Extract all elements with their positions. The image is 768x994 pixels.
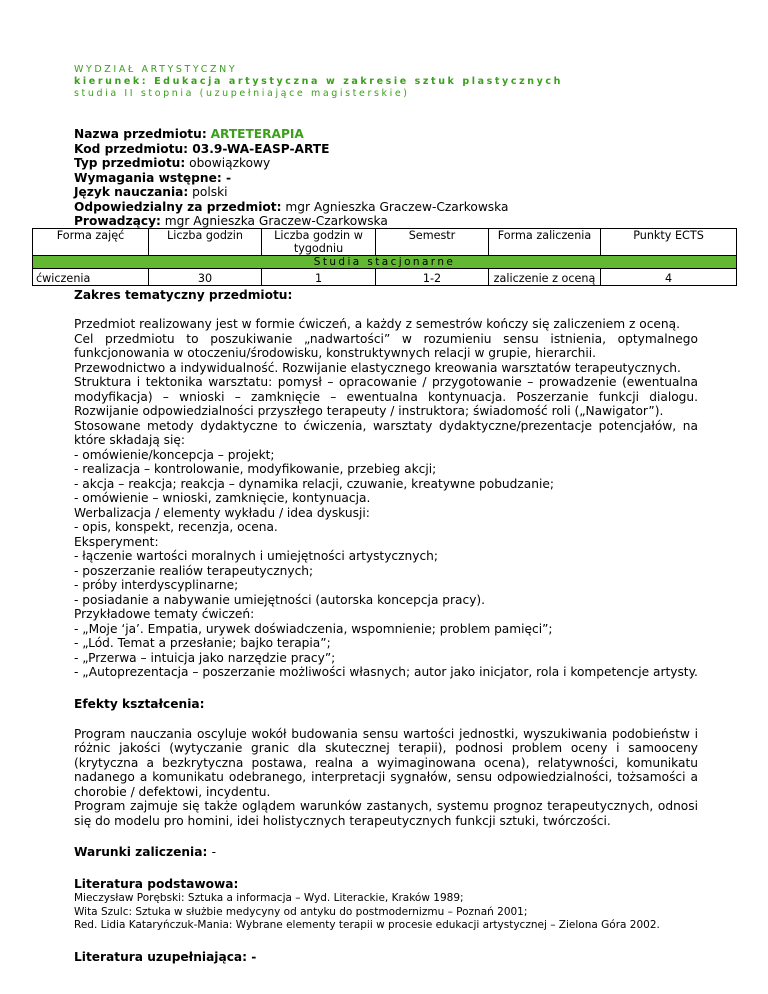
requirements: Wymagania wstępne: - — [74, 170, 232, 185]
scope-text — [74, 317, 698, 680]
lead-value: mgr Agnieszka Graczew-Czarkowska — [164, 214, 388, 228]
course-table — [32, 228, 737, 286]
responsible-label: Odpowiedzialny za przedmiot: — [74, 199, 282, 214]
scope-line: - omówienie/koncepcja – projekt; — [74, 447, 275, 462]
scope-line: - „Autoprezentacja – poszerzanie możliwości własnych; autor jako inicjator, rola i kompetencje artysty. — [74, 665, 698, 679]
scope-title: Zakres tematyczny przedmiotu: — [74, 288, 293, 302]
header-cell: Punkty ECTS — [601, 229, 737, 256]
document-page — [74, 64, 698, 229]
name-label: Nazwa przedmiotu: — [74, 127, 207, 141]
course-name: ARTETERAPIA — [210, 127, 304, 141]
scope-line: - łączenie wartości moralnych i umiejętności artystycznych; — [74, 549, 438, 563]
row-cell: 1 — [262, 269, 376, 286]
scope-line: Werbalizacja / elementy wykładu / idea dyskusji: — [74, 505, 370, 520]
course-meta — [74, 127, 698, 229]
row-cell: zaliczenie z oceną — [489, 269, 601, 286]
lead-label: Prowadzący: — [74, 214, 161, 228]
conditions-value: - — [211, 845, 216, 859]
header-cell: Forma zaliczenia — [489, 229, 601, 256]
scope-line: Stosowane metody dydaktyczne to ćwiczenia, warsztaty dydaktyczne/prezentacje potencjałów, na które składają się: — [74, 418, 698, 447]
scope-line: Struktura i tektonika warsztatu: pomysł – opracowanie / przygotowanie – prowadzenie (ewentualna modyfikacja) – wnioski – zamknięcie – ewentualna kontynuacja. Poszerzanie funkcji dialogu. Rozwijanie odpowiedzialności przyszłego terapeuty / instruktora; świadomość roli („Nawigator”). — [74, 375, 698, 418]
effects-title: Efekty kształcenia: — [74, 696, 205, 711]
header-cell: Liczba godzin — [149, 229, 262, 256]
faculty-heading: WYDZIAŁ ARTYSTYCZNY — [74, 64, 238, 75]
language-label: Język nauczania: — [74, 185, 189, 199]
scope-line: Cel przedmiotu to poszukiwanie „nadwartości” w rozumieniu sensu istnienia, optymalnego funkcjonowania w otoczeniu/środowisku, konstruktywnych relacji w grupie, hierarchii. — [74, 331, 698, 360]
conditions — [74, 845, 698, 860]
scope-line: - „Moje ‘ja’. Empatia, urywek doświadczenia, wspomnienie; problem pamięci”; — [74, 621, 553, 636]
scope-line: Przewodnictwo a indywidualność. Rozwijanie elastycznego kreowania warsztatów terapeutycznych. — [74, 360, 681, 375]
type-label: Typ przedmiotu: — [74, 156, 186, 170]
table-header-row — [33, 229, 737, 256]
course-code: Kod przedmiotu: 03.9-WA-EASP-ARTE — [74, 141, 330, 156]
table-row — [33, 269, 737, 286]
scope-line: - poszerzanie realiów terapeutycznych; — [74, 563, 314, 578]
row-cell: ćwiczenia — [33, 269, 149, 286]
scope-line: Przedmiot realizowany jest w formie ćwiczeń, a każdy z semestrów kończy się zaliczeniem z oceną. — [74, 317, 680, 331]
header-cell: Forma zajęć — [33, 229, 149, 256]
scope-line: - „Lód. Temat a przesłanie; bajko terapia”; — [74, 636, 331, 650]
literature-title: Literatura podstawowa: — [74, 877, 239, 891]
conditions-label: Warunki zaliczenia: — [74, 845, 208, 859]
type-value: obowiązkowy — [189, 156, 271, 170]
responsible-value: mgr Agnieszka Graczew-Czarkowska — [285, 199, 509, 214]
scope-line: - próby interdyscyplinarne; — [74, 578, 239, 592]
effects-line: Program nauczania oscyluje wokół budowania sensu wartości jednostki, wyszukiwania podobieństw i różnic jakości (wytyczanie granic dla skutecznej terapii), podnosi problem oceny i samooceny (krytyczna a bezkrytyczna postawa, realna a wyimaginowana ocena), relatywności, komunikatu nadanego a komunikatu odebranego, interpretacji sygnałów, sensu odpowiedzialności, tożsamości a chorobie / defektowi, incydentu. — [74, 726, 698, 799]
scope-line: - opis, konspekt, recenzja, ocena. — [74, 520, 278, 534]
row-cell: 30 — [149, 269, 262, 286]
scope-line: - akcja – reakcja; reakcja – dynamika relacji, czuwanie, kreatywne pobudzanie; — [74, 476, 554, 491]
header-cell: Liczba godzin w tygodniu — [262, 229, 376, 256]
extra-literature: Literatura uzupełniająca: - — [74, 949, 257, 964]
scope-line: - „Przerwa – intuicja jako narzędzie pracy”; — [74, 650, 336, 665]
effects-line: Program zajmuje się także oglądem warunków zastanych, systemu prognoz terapeutycznych, odnosi się do modelu pro homini, idei holistycznych terapeutycznych funkcji sztuki, twórczości. — [74, 799, 698, 828]
literature-item: Red. Lidia Kataryńczuk-Mania: Wybrane elementy terapii w procesie edukacji artystycznej – Zielona Góra 2002. — [74, 919, 660, 931]
scope-line: - omówienie – wnioski, zamknięcie, kontynuacja. — [74, 491, 371, 505]
scope-line: Eksperyment: — [74, 534, 159, 549]
row-cell: 1-2 — [376, 269, 489, 286]
scope-line: - realizacja – kontrolowanie, modyfikowanie, przebieg akcji; — [74, 462, 437, 476]
level-heading: studia II stopnia (uzupełniające magisterskie) — [74, 88, 410, 99]
effects-text — [74, 727, 698, 829]
content-body — [74, 288, 698, 965]
literature-list — [74, 892, 698, 933]
language-value: polski — [192, 185, 228, 199]
literature-item: Wita Szulc: Sztuka w służbie medycyny od antyku do postmodernizmu – Poznań 2001; — [74, 905, 528, 918]
study-mode-band — [33, 256, 737, 269]
scope-line: - posiadanie a nabywanie umiejętności (autorska koncepcja pracy). — [74, 592, 486, 607]
program-heading: kierunek: Edukacja artystyczna w zakresie sztuk plastycznych — [74, 76, 563, 87]
literature-item: Mieczysław Porębski: Sztuka a informacja – Wyd. Literackie, Kraków 1989; — [74, 892, 464, 904]
header-cell: Semestr — [376, 229, 489, 256]
scope-line: Przykładowe tematy ćwiczeń: — [74, 607, 255, 621]
study-mode-label: Studia stacjonarne — [33, 256, 737, 269]
row-cell: 4 — [601, 269, 737, 286]
